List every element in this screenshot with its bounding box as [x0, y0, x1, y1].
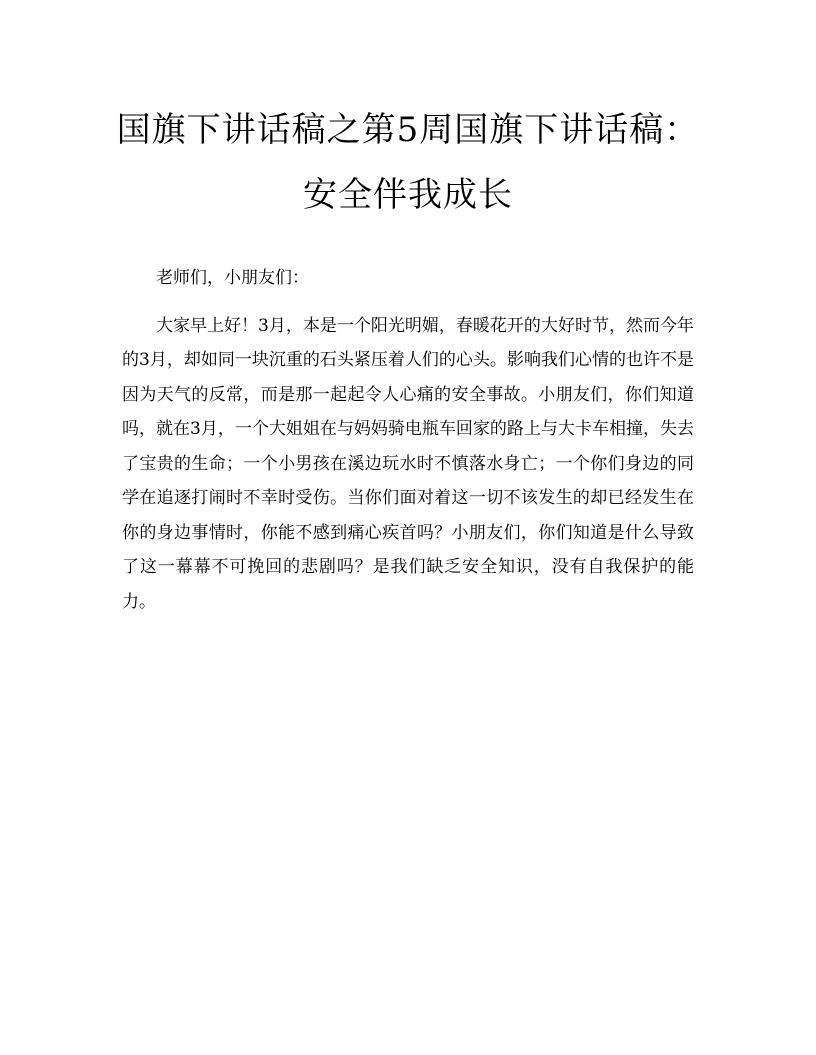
- body-paragraph-1: 大家早上好！3月，本是一个阳光明媚，春暖花开的大好时节，然而今年的3月，却如同一块沉重的石头紧压着人们的心头。影响我们心情的也许不是因为天气的反常，而是那一起起令人心痛的安全事故。小朋友们，你们知道吗，就在3月，一个大姐姐在与妈妈骑电瓶车回家的路上与大卡车相撞，失去了宝贵的生命；一个小男孩在溪边玩水时不慎落水身亡；一个你们身边的同学在追逐打闹时不幸时受伤。当你们面对着这一切不该发生的却已经发生在你的身边事情时，你能不感到痛心疾首吗？小朋友们，你们知道是什么导致了这一幕幕不可挽回的悲剧吗？是我们缺乏安全知识，没有自我保护的能力。: [122, 315, 694, 612]
- greeting-paragraph: 老师们，小朋友们：: [156, 268, 309, 288]
- document-title-line-1: 国旗下讲话稿之第5周国旗下讲话稿：: [116, 110, 700, 150]
- document-title-line-2: 安全伴我成长: [303, 175, 513, 215]
- document-body: [122, 261, 694, 619]
